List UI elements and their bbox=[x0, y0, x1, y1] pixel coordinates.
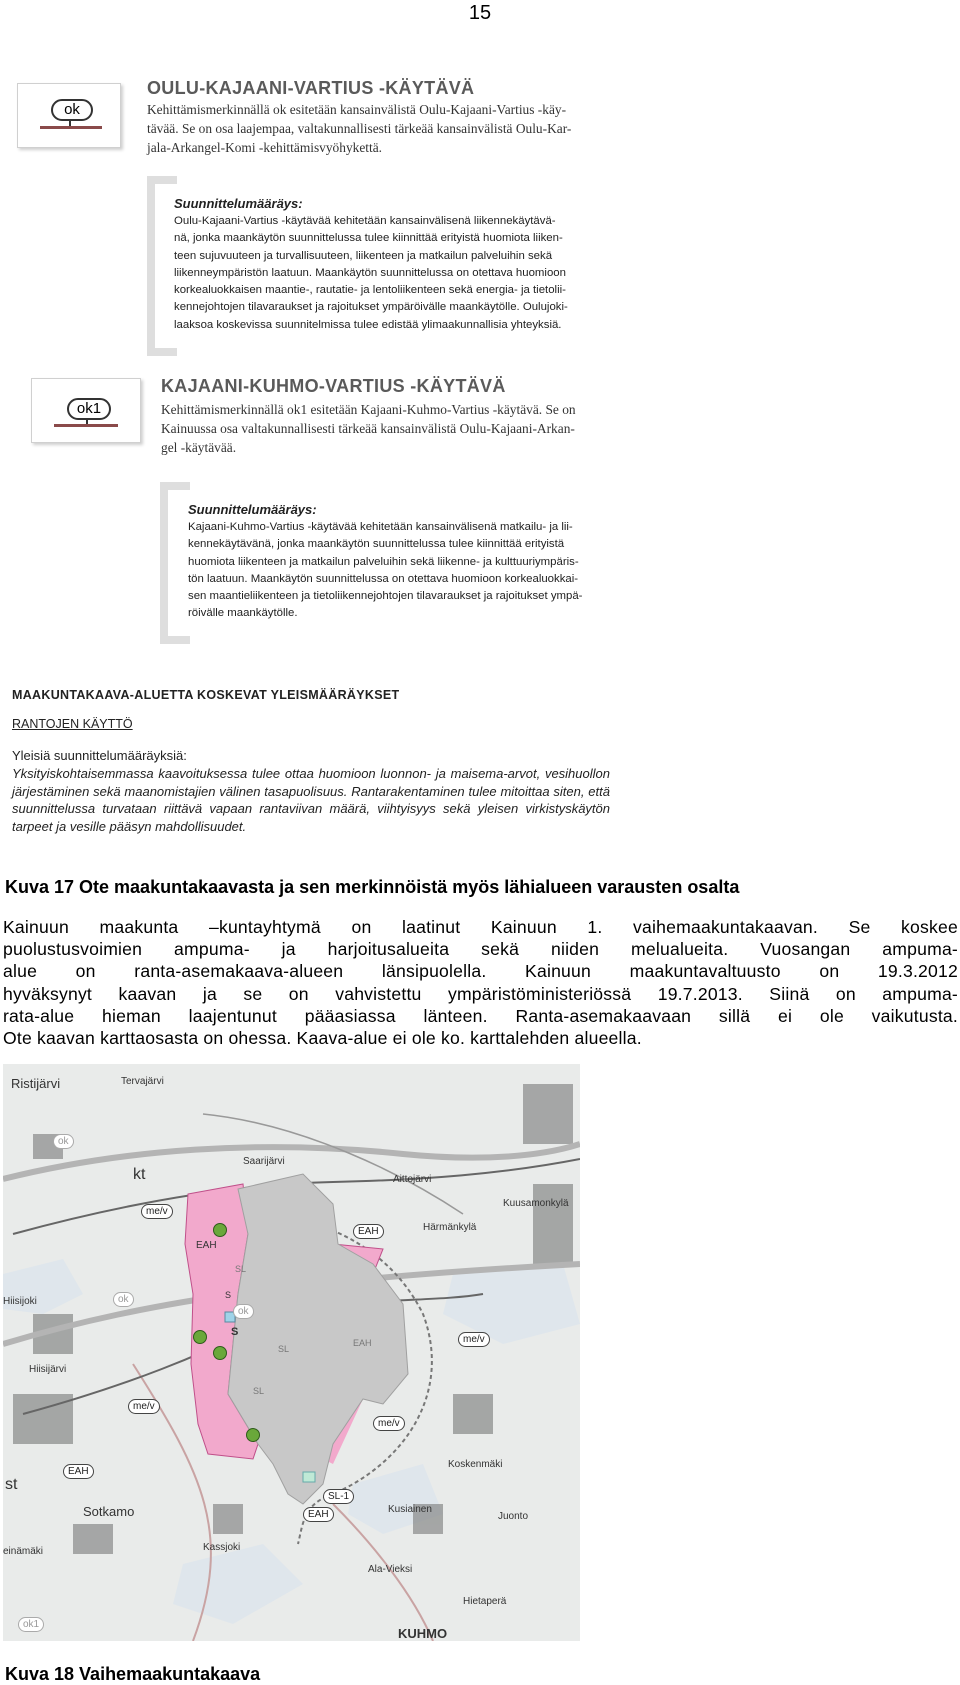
area-label: EAH bbox=[353, 1338, 372, 1348]
rule-line: Kajaani-Kuhmo-Vartius -käytävää kehitetään kansainvälisenä matkailu- ja lii- bbox=[188, 521, 573, 533]
rule-line: kennekäytävänä, jonka maankäytön suunnittelussa tulee kiinnittää erityistä bbox=[188, 538, 565, 551]
body-line: rata-alue hieman laajentunut pääasiassa länteen. Ranta-asemakaavaan sillä ei ole vaikutusta. bbox=[3, 1005, 958, 1026]
area-label: SL bbox=[253, 1386, 265, 1396]
area-label: EAH bbox=[196, 1240, 217, 1251]
legend1-line: Kehittämismerkinnällä ok esitetään kansainvälistä Oulu-Kajaani-Vartius -käy- bbox=[147, 102, 567, 117]
legend2-title: KAJAANI-KUHMO-VARTIUS -KÄYTÄVÄ bbox=[161, 376, 506, 396]
rule-line: röivälle maankäytölle. bbox=[188, 607, 298, 620]
rule-line: tön laatuun. Maankäytön suunnittelussa on otettava huomioon korkealuokkai- bbox=[188, 572, 579, 585]
site-marker bbox=[213, 1346, 227, 1360]
site-marker bbox=[246, 1428, 260, 1442]
corridor-badge: ok bbox=[113, 1292, 134, 1307]
general-subheading: RANTOJEN KÄYTTÖ bbox=[12, 717, 133, 731]
area-badge: SL-1 bbox=[323, 1489, 354, 1504]
area-badge: EAH bbox=[353, 1224, 384, 1239]
place-label: Hiisijärvi bbox=[29, 1364, 67, 1375]
rule-line: sen maantieliikenteen ja tietoliikennejohtojen tilavaraukset ja rajoitukset ympä- bbox=[188, 590, 583, 603]
body-line: Kainuun maakunta –kuntayhtymä on laatinut Kainuun 1. vaihemaakuntakaavan. Se koskee bbox=[3, 917, 958, 937]
regional-plan-map bbox=[3, 1064, 580, 1641]
body-paragraph bbox=[3, 916, 958, 1049]
place-label: Juonto bbox=[498, 1511, 529, 1522]
area-label: SL bbox=[278, 1344, 290, 1354]
area-label: S bbox=[225, 1290, 232, 1300]
area-label: S bbox=[231, 1326, 239, 1338]
legend2-rule-text bbox=[188, 519, 638, 623]
body-line: puolustusvoimien ampuma- ja harjoitusalueita sekä niiden melualueita. Vuosangan ampuma- bbox=[3, 939, 958, 960]
legend1-line: jala-Arkangel-Komi -kehittämisvyöhykettä. bbox=[147, 140, 383, 155]
place-label: Kuusamonkylä bbox=[503, 1198, 569, 1209]
figure-caption-18: Kuva 18 Vaihemaakuntakaava bbox=[5, 1664, 261, 1684]
place-label: Hietaperä bbox=[463, 1596, 507, 1607]
place-label: Hiisijoki bbox=[3, 1296, 37, 1307]
legend2-line: Kainuussa osa valtakunnallisesti tärkeää kansainvälistä Oulu-Kajaani-Arkan- bbox=[161, 421, 575, 436]
legend1-rule-text bbox=[174, 213, 634, 334]
place-label: Sotkamo bbox=[83, 1504, 135, 1519]
place-label: Aittojärvi bbox=[393, 1174, 432, 1185]
figure-caption-17: Kuva 17 Ote maakuntakaavasta ja sen merkinnöistä myös lähialueen varausten osalta bbox=[5, 877, 740, 897]
rule-line: liikenneympäristön laatuun. Maankäytön suunnittelussa on otettava huomioon bbox=[174, 266, 566, 279]
place-label: Ala-Vieksi bbox=[368, 1564, 413, 1575]
bracket bbox=[147, 176, 177, 356]
corridor-badge: me/v bbox=[141, 1204, 173, 1219]
legend1-line: tävää. Se on osa laajempaa, valtakunnallisesti tärkeää kansainvälistä Oulu-Kar- bbox=[147, 121, 572, 136]
rule-line: Oulu-Kajaani-Vartius -käytävää kehitetään kansainvälisenä liikennekäytävä- bbox=[174, 215, 556, 227]
ok1-symbol bbox=[31, 378, 141, 443]
rule-line: nä, jonka maankäytön suunnittelussa tulee kiinnittää erityistä huomiota liiken- bbox=[174, 232, 563, 245]
place-label: st bbox=[5, 1476, 18, 1493]
rule-line: huomiota liikenteen ja matkailun palveluihin sekä liikenne- ja kulttuuriympäris- bbox=[188, 555, 579, 568]
place-label: Tervajärvi bbox=[121, 1076, 164, 1087]
corridor-badge: ok bbox=[53, 1134, 74, 1149]
place-label: Kassjoki bbox=[203, 1542, 241, 1553]
symbol-line bbox=[54, 424, 118, 427]
place-label: KUHMO bbox=[398, 1626, 448, 1641]
corridor-badge: me/v bbox=[458, 1332, 490, 1347]
corridor-badge: ok bbox=[233, 1304, 254, 1319]
page-number: 15 bbox=[468, 2, 492, 24]
body-line: Ote kaavan karttaosasta on ohessa. Kaava-alue ei ole ko. karttalehden alueella. bbox=[3, 1028, 642, 1049]
place-label: Ristijärvi bbox=[11, 1076, 61, 1091]
area-label: SL bbox=[235, 1264, 247, 1274]
corridor-badge: me/v bbox=[128, 1399, 160, 1414]
general-heading: MAAKUNTAKAAVA-ALUETTA KOSKEVAT YLEISMÄÄRÄYKSET bbox=[12, 688, 400, 702]
area-badge: EAH bbox=[303, 1507, 334, 1522]
legend2-line: Kehittämismerkinnällä ok1 esitetään Kajaani-Kuhmo-Vartius -käytävä. Se on bbox=[161, 402, 576, 417]
ok-symbol bbox=[17, 83, 121, 148]
body-line: alue on ranta-asemakaava-alueen länsipuolella. Kainuun maakuntavaltuusto on 19.3.2012 bbox=[3, 961, 958, 982]
place-label: Koskenmäki bbox=[448, 1459, 503, 1470]
legend1-title: OULU-KAJAANI-VARTIUS -KÄYTÄVÄ bbox=[147, 78, 475, 98]
area-badge: EAH bbox=[63, 1464, 94, 1479]
body-line: hyväksynyt kaavan ja se on vahvistettu ympäristöministeriössä 19.7.2013. Siinä on ampuma- bbox=[3, 983, 958, 1004]
general-text: Yksityiskohtaisemmassa kaavoituksessa tulee ottaa huomioon luonnon- ja maisema-arvot, vesihuollon järjestäminen sekä maanomistajien välinen tasapuolisuus. Rantarakentaminen tulee mitoittaa siten, että suunnittelussa turvataan riittävä vapaan rantaviivan määrä, viihtyisyys sekä yleisen virkistyskäytön tarpeet ja vesille pääsyn mahdollisuudet. bbox=[12, 766, 610, 834]
legend2-line: gel -käytävää. bbox=[161, 440, 237, 455]
legend1-rule-title: Suunnittelumääräys: bbox=[174, 196, 303, 211]
general-label: Yleisiä suunnittelumääräyksiä: bbox=[12, 748, 187, 763]
place-label: Kusiainen bbox=[388, 1504, 432, 1515]
rule-line: teen sujuvuuteen ja turvallisuuteen, liikenteen ja matkailun palveluihin sekä bbox=[174, 249, 553, 262]
rule-line: kennejohtojen tilavaraukset ja rajoitukset ympäröivälle maankäytölle. Oulujoki- bbox=[174, 301, 568, 314]
symbol-line bbox=[40, 126, 102, 129]
rule-line: laaksoa koskevissa suunnitelmissa tulee edistää ylimaakunnallisia yhteyksiä. bbox=[174, 318, 562, 331]
legend2-description bbox=[161, 400, 631, 457]
site-marker bbox=[193, 1330, 207, 1344]
bracket bbox=[160, 482, 190, 644]
legend1-description bbox=[147, 100, 617, 157]
rule-line: korkealuokkaisen maantie-, rautatie- ja lentoliikenteen sekä energia- ja tietolii- bbox=[174, 284, 566, 297]
place-label: kt bbox=[133, 1166, 146, 1183]
ok-symbol-label: ok bbox=[51, 99, 93, 121]
place-label: einämäki bbox=[3, 1546, 44, 1557]
ok1-symbol-label: ok1 bbox=[67, 398, 111, 420]
site-marker bbox=[213, 1223, 227, 1237]
place-label: Saarijärvi bbox=[243, 1156, 285, 1167]
place-label: Härmänkylä bbox=[423, 1222, 477, 1233]
map-graphic bbox=[3, 1064, 580, 1641]
corridor-badge: ok1 bbox=[18, 1617, 44, 1632]
legend2-rule-title: Suunnittelumääräys: bbox=[188, 502, 317, 517]
corridor-badge: me/v bbox=[373, 1416, 405, 1431]
